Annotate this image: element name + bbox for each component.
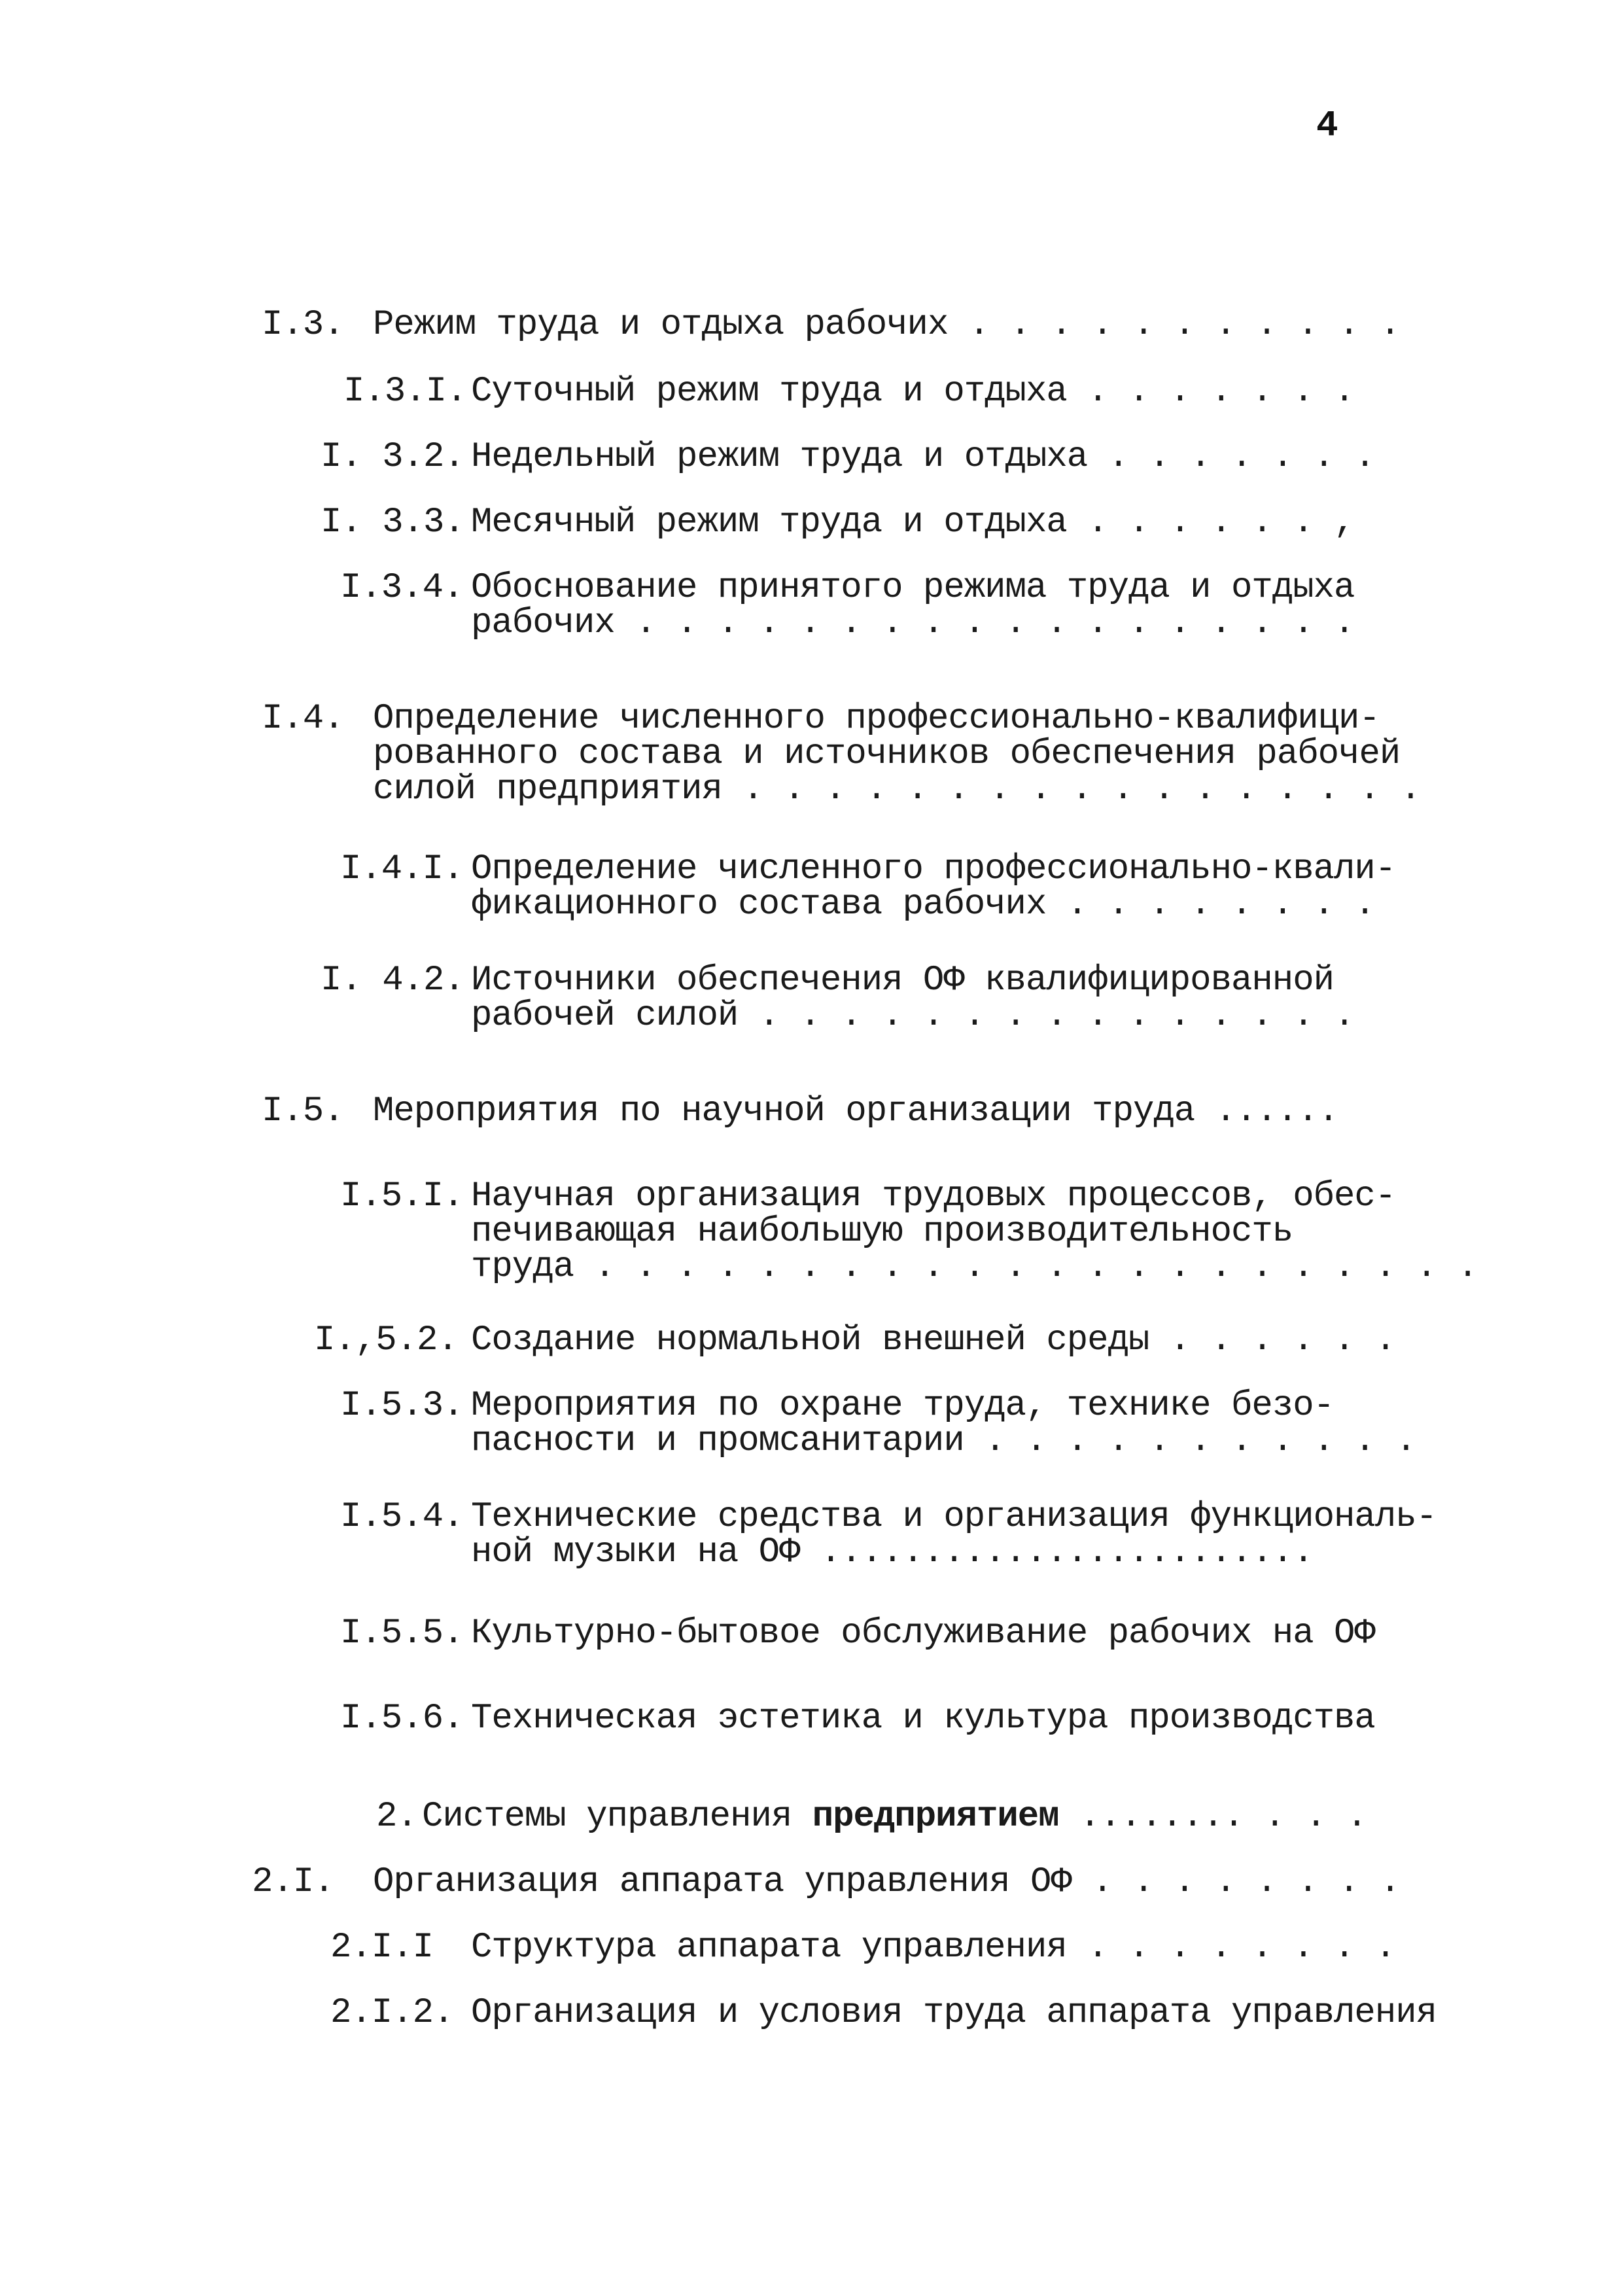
toc-number: I.4.I. — [340, 849, 464, 889]
toc-title: Мероприятия по научной организации труда ...... — [373, 1091, 1339, 1131]
toc-number: I.5.I. — [340, 1176, 464, 1216]
page-number: 4 — [1316, 105, 1338, 147]
toc-number: I. 4.2. — [321, 961, 464, 1000]
toc-title: Научная организация трудовых процессов, обес- печивающая наибольшую производительность труда . . . . . . . . . . . . . . . . . . . . . . — [471, 1176, 1478, 1287]
toc-number: 2.I. — [252, 1862, 334, 1902]
toc-number: I.,5.2. — [314, 1320, 458, 1360]
toc-title: Суточный режим труда и отдыха . . . . . . . — [471, 372, 1355, 412]
toc-number: I.5. — [262, 1091, 344, 1131]
toc-number: I.5.6. — [340, 1699, 464, 1739]
toc-title: Определение численного профессионально-квали- фикационного состава рабочих . . . . . . . . — [471, 849, 1396, 925]
toc-title: Создание нормальной внешней среды . . . . . . — [471, 1320, 1396, 1360]
toc-title: Технические средства и организация функциональ- ной музыки на ОФ ........................ — [471, 1497, 1437, 1572]
toc-title: Режим труда и отдыха рабочих . . . . . . . . . . . — [373, 305, 1401, 345]
toc-number: I.5.5. — [340, 1614, 464, 1653]
toc-number: I.3. — [262, 305, 344, 345]
toc-number: I.5.3. — [340, 1386, 464, 1426]
toc-number: 2. — [376, 1797, 417, 1837]
toc-number: 2.I.2. — [330, 1993, 454, 2033]
toc-title: Культурно-бытовое обслуживание рабочих на ОФ — [471, 1614, 1375, 1653]
toc-number: I.3.4. — [340, 568, 464, 608]
toc-title: Системы управления предприятием ........ . . . — [422, 1797, 1367, 1837]
toc-title: Организация и условия труда аппарата управления — [471, 1993, 1437, 2033]
toc-number: I.5.4. — [340, 1497, 464, 1537]
toc-title: Определение численного профессионально-квалифици- рованного состава и источников обеспечения рабочей силой предприятия . . . . . . . . . . . . . . . . . — [373, 699, 1421, 809]
toc-title: Недельный режим труда и отдыха . . . . . . . — [471, 437, 1375, 477]
toc-number: I. 3.3. — [321, 503, 464, 542]
toc-title: Обоснование принятого режима труда и отдыха рабочих . . . . . . . . . . . . . . . . . . — [471, 568, 1355, 643]
toc-title: Источники обеспечения ОФ квалифицированной рабочей силой . . . . . . . . . . . . . . . — [471, 961, 1355, 1036]
toc-number: 2.I.I — [330, 1928, 434, 1968]
toc-title: Месячный режим труда и отдыха . . . . . . , — [471, 503, 1355, 542]
toc-number: I.4. — [262, 699, 344, 739]
toc-number: I. 3.2. — [321, 437, 464, 477]
toc-title: Организация аппарата управления ОФ . . . . . . . . — [373, 1862, 1401, 1902]
toc-bold-word: предприятием — [812, 1797, 1059, 1837]
toc-title: Структура аппарата управления . . . . . . . . — [471, 1928, 1396, 1968]
toc-number: I.3.I. — [343, 372, 467, 412]
toc-title: Мероприятия по охране труда, технике безо- пасности и промсанитарии . . . . . . . . . . . — [471, 1386, 1416, 1461]
toc-title: Техническая эстетика и культура производства — [471, 1699, 1375, 1739]
